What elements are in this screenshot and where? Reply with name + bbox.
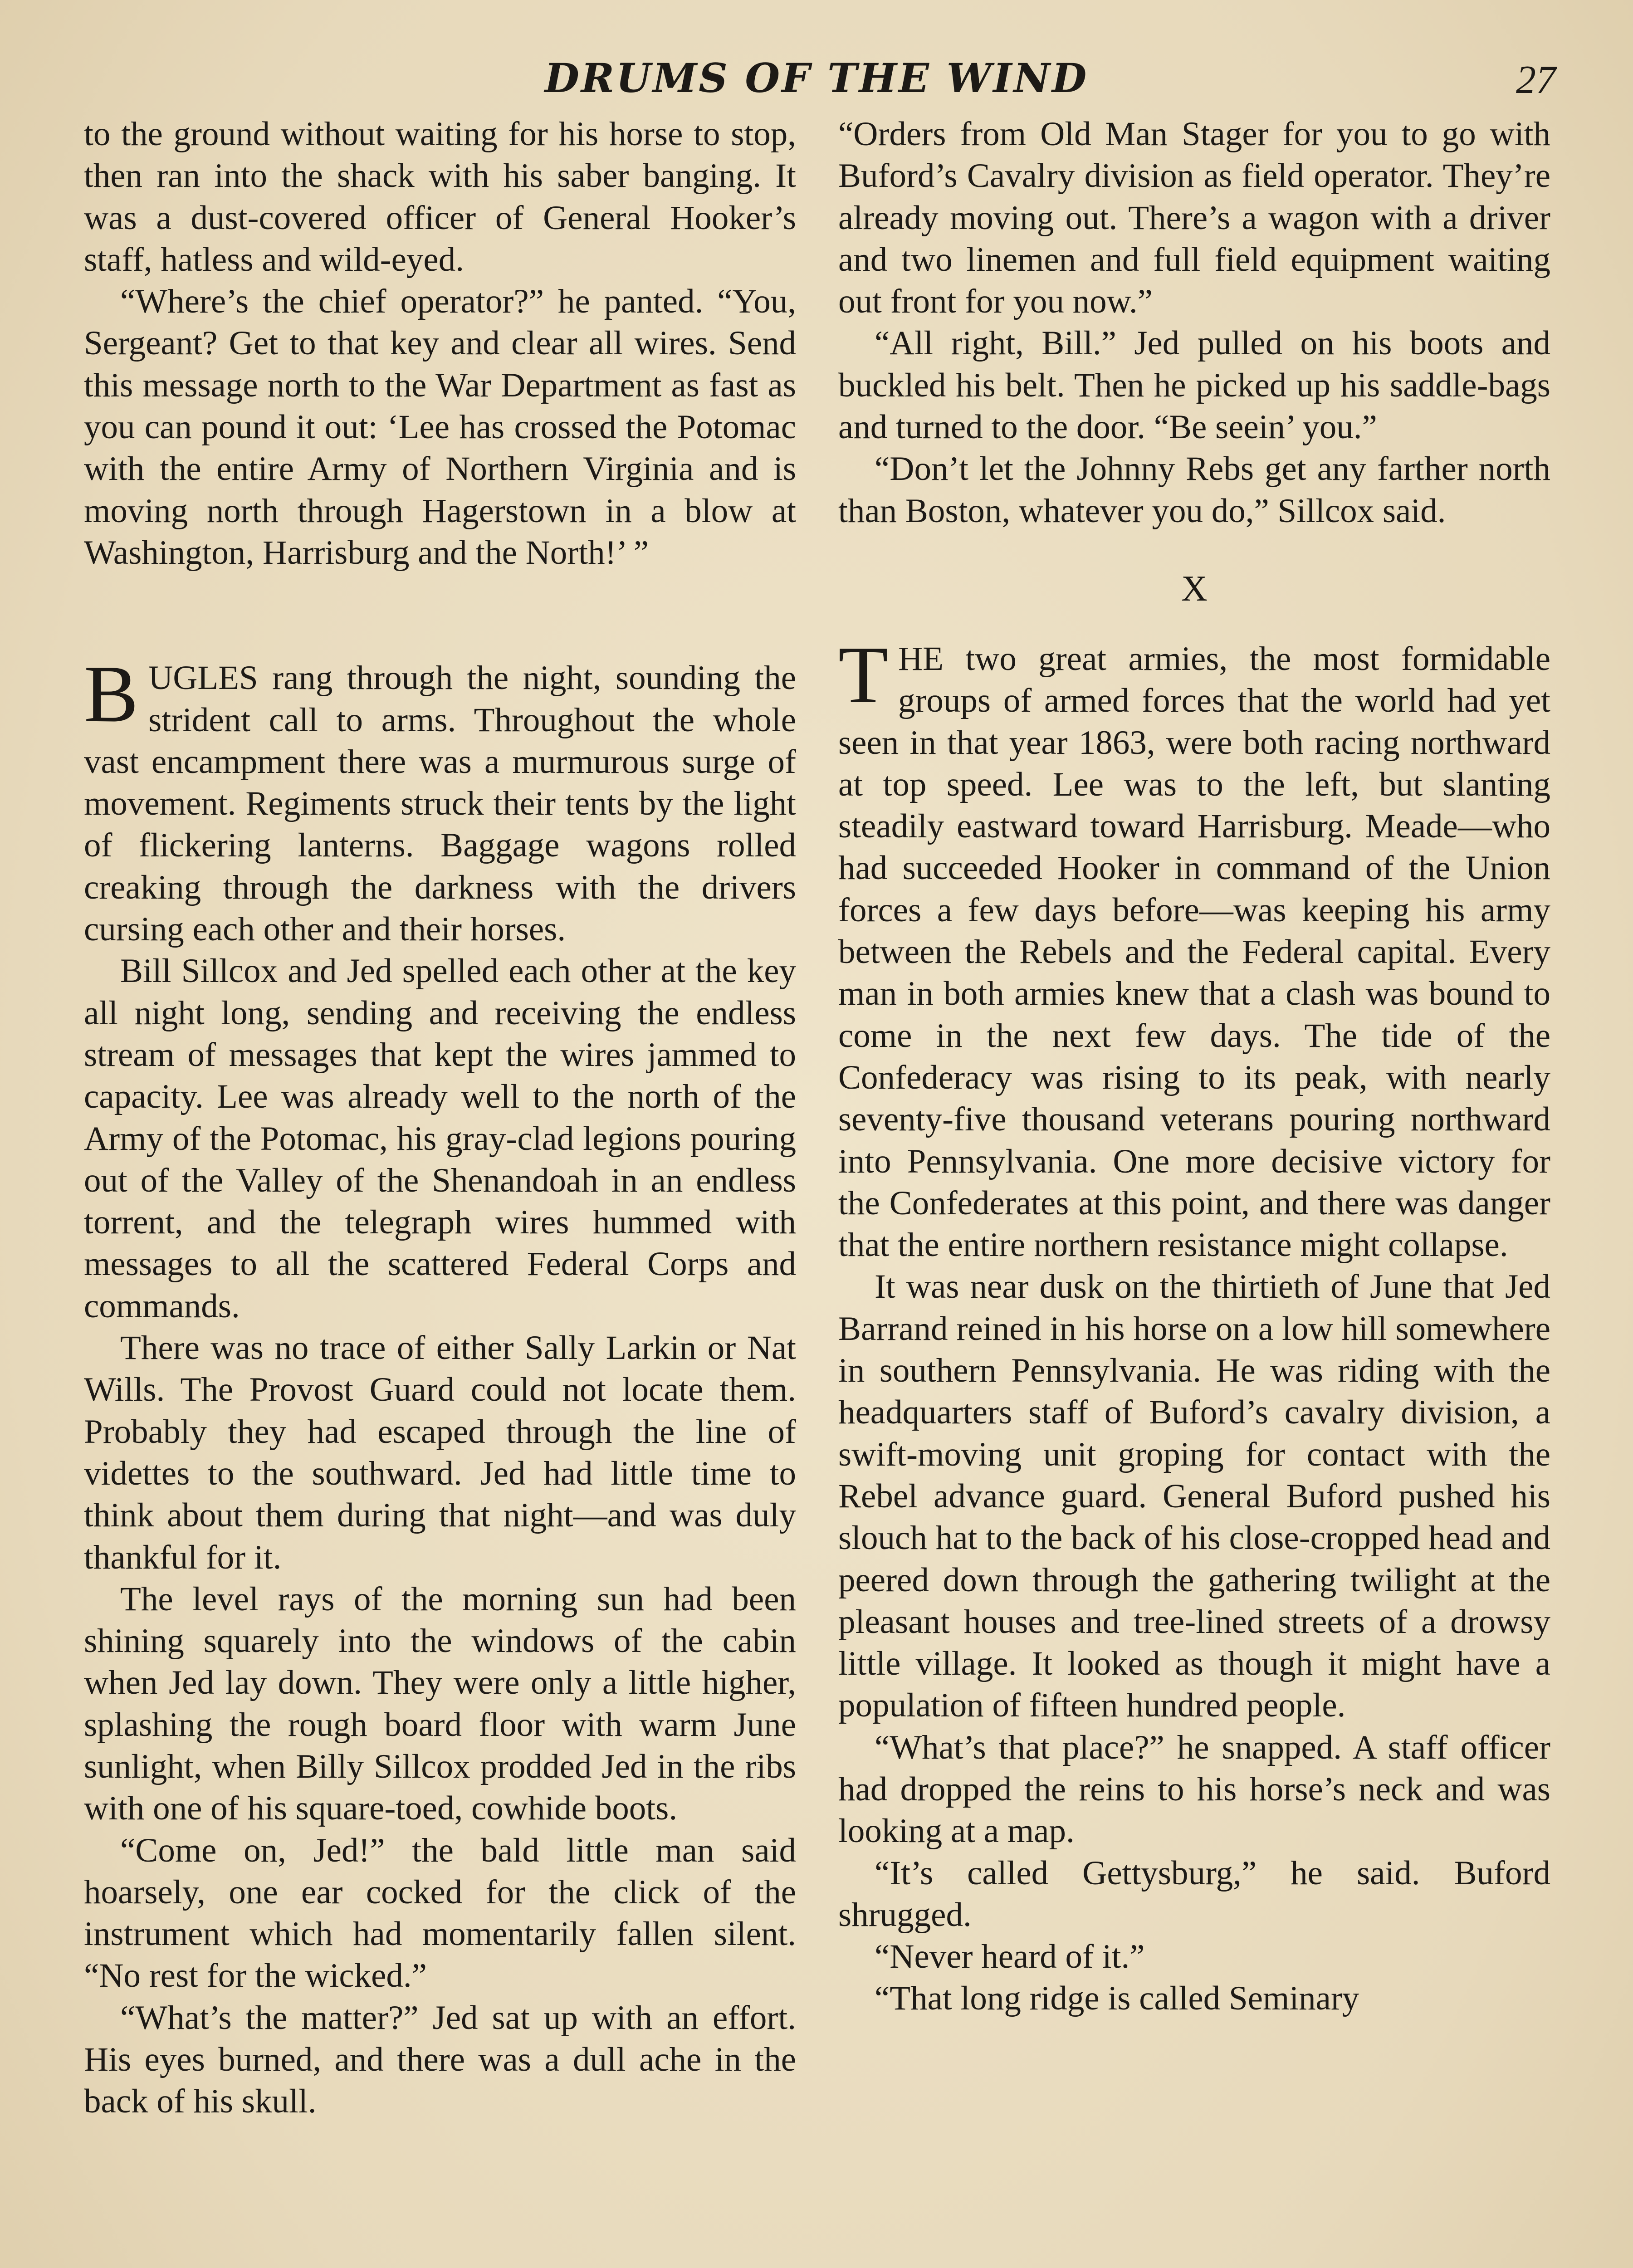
- paragraph: “What’s that place?” he snapped. A staff officer had dropped the reins to his horse’s neck and was looking at a map.: [838, 1728, 1550, 1850]
- paragraph: “It’s called Gettysburg,” he said. Buford shrugged.: [838, 1854, 1550, 1934]
- page-number: 27: [1516, 58, 1556, 102]
- paragraph: “Come on, Jed!” the bald little man said hoarsely, one ear cocked for the click of the instrument which had momentarily fallen silent. “No rest for the wicked.”: [84, 1831, 796, 1995]
- paragraph-with-dropcap: [84, 649, 796, 950]
- paragraph: It was near dusk on the thirtieth of June that Jed Barrand reined in his horse on a low hill somewhere in southern Pennsylvania. He was riding with the headquarters staff of Buford’s cavalry division, a swift-moving unit groping for contact with the Rebel advance guard. General Buford pushed his slouch hat to the back of his close-cropped head and peered down through the gathering twilight at the pleasant houses and tree-lined streets of a drowsy little village. It looked as though it might have a population of fifteen hundred people.: [838, 1268, 1550, 1725]
- paragraph: “Where’s the chief operator?” he panted. “You, Sergeant? Get to that key and clear all wires. Send this message north to the War Department as fast as you can pound it out: ‘Lee has crossed the Potomac with the entire Army of Northern Virginia and is moving north through Hagerstown in a blow at Washington, Harrisburg and the North!’ ”: [84, 283, 796, 572]
- paragraph: “That long ridge is called Seminary: [875, 1980, 1359, 2018]
- paragraph-text: UGLES rang through the night, sounding the strident call to arms. Throughout the whole vast encampment there was a murmurous surge of movement. Regiments struck their tents by the light of flickering lanterns. Baggage wagons rolled creaking through the darkness with the drivers cursing each other and their horses.: [84, 659, 796, 948]
- paragraph: to the ground without waiting for his horse to stop, then ran into the shack with his saber banging. It was a dust-covered officer of General Hooker’s staff, hatless and wild-eyed.: [84, 115, 796, 279]
- paragraph: The level rays of the morning sun had been shining squarely into the windows of the cabin when Jed lay down. They were only a little higher, splashing the rough board floor with warm June sunlight, when Billy Sillcox prodded Jed in the ribs with one of his square-toed, cowhide boots.: [84, 1580, 796, 1828]
- drop-cap: T: [838, 629, 888, 720]
- paragraph-with-dropcap: [838, 629, 1550, 1266]
- paragraph: “Never heard of it.”: [875, 1938, 1145, 1976]
- right-column: [838, 113, 1550, 2020]
- running-title: DRUMS OF THE WIND: [544, 54, 1089, 102]
- paragraph: There was no trace of either Sally Larkin or Nat Wills. The Provost Guard could not locate them. Probably they had escaped through the line of videttes to the southward. Jed had little time to think about them during that night—and was duly thankful for it.: [84, 1329, 796, 1576]
- paragraph: “Don’t let the Johnny Rebs get any farther north than Boston, whatever you do,” Sillcox said.: [838, 450, 1550, 530]
- drop-cap: B: [84, 649, 139, 739]
- paragraph: “All right, Bill.” Jed pulled on his boots and buckled his belt. Then he picked up his saddle-bags and turned to the door. “Be seein’ you.”: [838, 324, 1550, 446]
- paragraph: “What’s the matter?” Jed sat up with an effort. His eyes burned, and there was a dull ache in the back of his skull.: [84, 1999, 796, 2121]
- running-head: [0, 54, 1633, 109]
- paragraph: Bill Sillcox and Jed spelled each other at the key all night long, sending and receiving the endless stream of messages that kept the wires jammed to capacity. Lee was already well to the north of the Army of the Potomac, his gray-clad legions pouring out of the Valley of the Shenandoah in an endless torrent, and the telegraph wires hummed with messages to all the scattered Federal Corps and commands.: [84, 952, 796, 1325]
- left-column: [84, 113, 796, 2123]
- section-break: [84, 574, 796, 657]
- paragraph-text: HE two great armies, the most formidable groups of armed forces that the world had yet seen in that year 1863, were both racing northward at top speed. Lee was to the left, but slanting steadily eastward toward Harrisburg. Meade—who had succeeded Hooker in command of the Union forces a few days before—was keeping his army between the Rebels and the Federal capital. Every man in both armies knew that a clash was bound to come in the next few days. The tide of the Confederacy was rising to its peak, with nearly seventy-five thousand veterans pouring northward into Pennsylvania. One more decisive victory for the Confederates at this point, and there was danger that the entire northern resistance might collapse.: [838, 640, 1550, 1264]
- paragraph: “Orders from Old Man Stager for you to go with Buford’s Cavalry division as field operator. They’re already moving out. There’s a wagon with a driver and two linemen and full field equipment waiting out front for you now.”: [838, 115, 1550, 321]
- chapter-number: X: [1181, 568, 1208, 609]
